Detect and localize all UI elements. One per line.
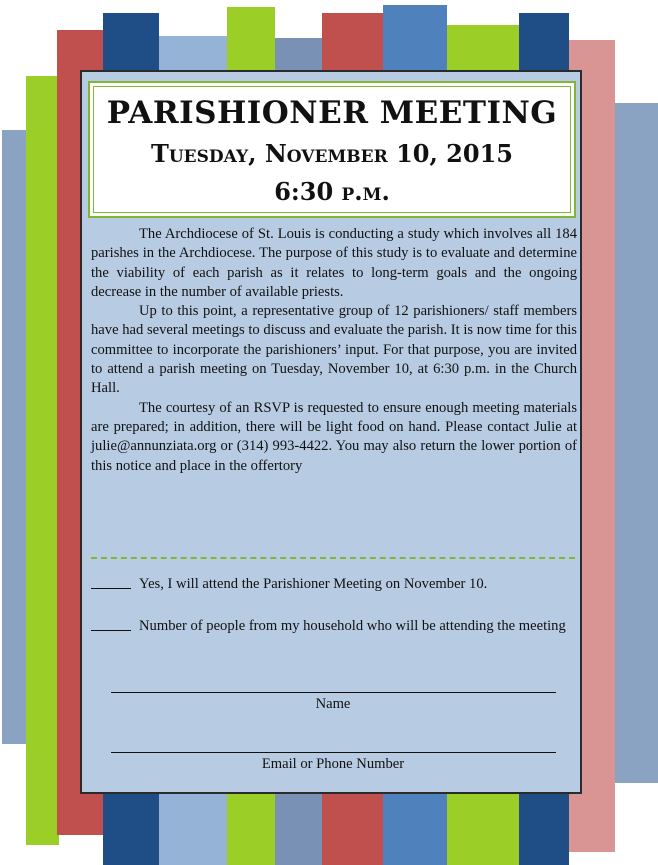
attend-blank[interactable] xyxy=(91,575,131,589)
paragraph-rsvp: The courtesy of an RSVP is requested to ensure enough meeting materials are prepared; in addition, there will be light food on hand. Please contact Julie at julie@annunziata.org or (314) 993-4422. You may also return the lower portion of this notice and place in the offertory xyxy=(91,399,577,474)
rsvp-count-text: Number of people from my household who will be attending the meeting xyxy=(139,618,566,634)
name-line[interactable] xyxy=(111,692,556,693)
flyer-panel xyxy=(80,70,582,794)
count-blank[interactable] xyxy=(91,617,131,631)
meeting-date: Tuesday, November 10, 2015 xyxy=(151,139,513,168)
name-label: Name xyxy=(315,696,351,712)
header-box xyxy=(88,81,576,218)
rsvp-attend-text: Yes, I will attend the Parishioner Meeting on November 10. xyxy=(139,576,488,592)
meeting-time: 6:30 p.m. xyxy=(274,177,390,206)
paragraph-study: The Archdiocese of St. Louis is conducting a study which involves all 184 parishes in the Archdiocese. The purpose of this study is to evaluate and determine the viability of each parish as it relates to long-term goals and the ongoing decrease in the number of available priests. xyxy=(91,226,577,300)
body-text xyxy=(91,225,577,476)
contact-line[interactable] xyxy=(111,752,556,753)
stripe xyxy=(615,103,658,783)
flyer-title: PARISHIONER MEETING xyxy=(106,95,558,131)
stripe xyxy=(26,76,59,845)
dashed-divider xyxy=(91,557,575,559)
contact-label: Email or Phone Number xyxy=(261,756,405,772)
stripe xyxy=(2,130,28,744)
rsvp-attend-row xyxy=(91,575,488,595)
rsvp-count-row xyxy=(91,617,566,637)
paragraph-committee: Up to this point, a representative group of 12 parishioners/ staff members have had several meetings to discuss and evaluate the parish. It is now time for this committee to incorporate the parishioners’ input. For that purpose, you are invited to attend a parish meeting on Tuesday, November 10, at 6:30 p.m. in the Church Hall. xyxy=(91,303,577,397)
